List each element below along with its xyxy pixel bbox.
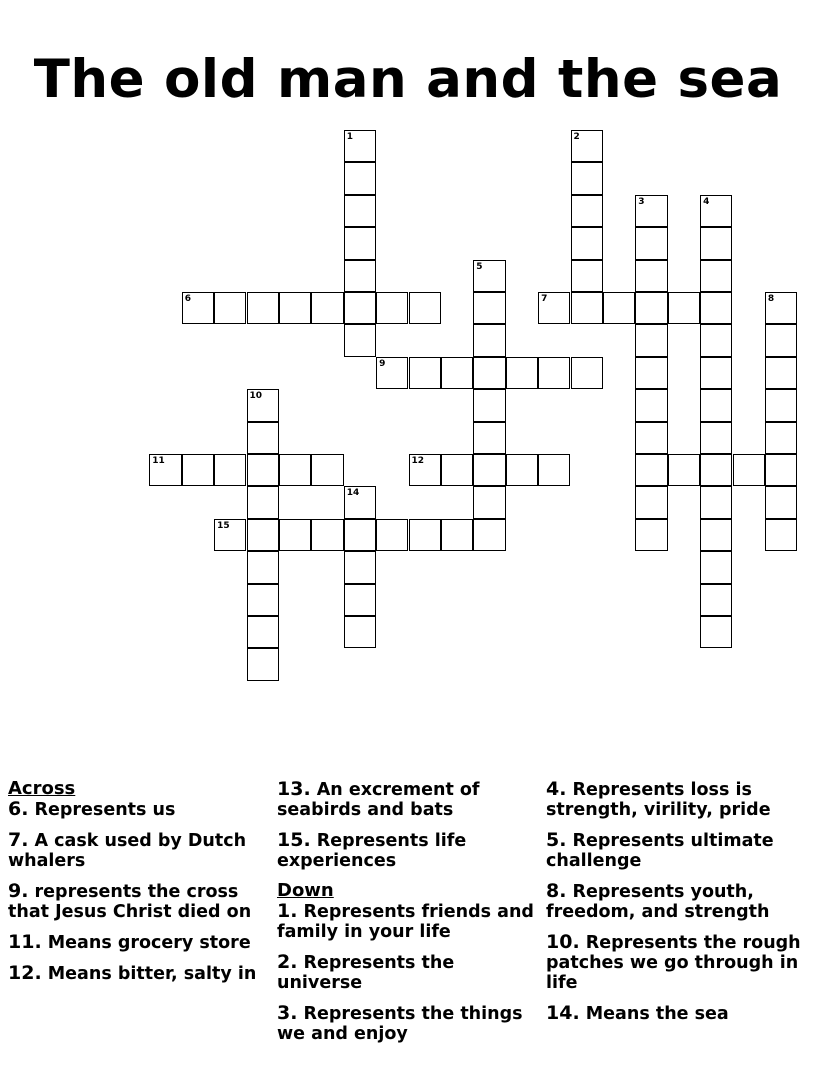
grid-cell[interactable] [571,292,603,324]
grid-cell[interactable] [765,519,797,551]
clue-number: 2 [573,132,580,142]
grid-cell[interactable] [344,551,376,583]
grid-cell[interactable] [473,324,505,356]
grid-cell[interactable] [214,292,246,324]
grid-cell[interactable] [344,162,376,194]
grid-cell[interactable] [409,454,441,486]
grid-cell[interactable] [506,454,538,486]
clue-number: 14 [346,488,360,499]
grid-cell[interactable] [603,292,635,324]
clues-column-3 [546,779,808,1034]
grid-cell[interactable] [376,519,408,551]
grid-cell[interactable] [409,357,441,389]
grid-cell[interactable] [279,292,311,324]
clue-number: 4 [703,196,710,207]
grid-cell[interactable] [700,324,732,356]
grid-cell[interactable] [668,292,700,324]
clues-column-1 [8,779,270,994]
grid-cell[interactable] [700,486,732,518]
clues-column-2 [277,779,539,1054]
grid-cell[interactable] [765,454,797,486]
grid-cell[interactable] [700,227,732,259]
puzzle-title: The old man and the sea [33,49,783,110]
grid-cell[interactable] [571,227,603,259]
grid-cell[interactable] [473,486,505,518]
clue-down-8: 8. Represents youth, freedom, and strength [546,880,770,922]
clue-number: 6 [184,294,191,304]
grid-cell[interactable] [538,292,570,324]
grid-cell[interactable] [571,357,603,389]
grid-cell[interactable] [571,130,603,162]
clue-down-10: 10. Represents the rough patches we go through in life [546,931,801,993]
clue-number: 10 [249,391,263,402]
grid-cell[interactable] [247,584,279,616]
grid-cell[interactable] [247,292,279,324]
grid-cell[interactable] [344,227,376,259]
across-heading: Across [8,778,76,799]
grid-cell[interactable] [700,454,732,486]
grid-cell[interactable] [279,519,311,551]
grid-cell[interactable] [473,357,505,389]
grid-cell[interactable] [441,454,473,486]
grid-cell[interactable] [344,616,376,648]
grid-cell[interactable] [635,260,667,292]
grid-cell[interactable] [441,519,473,551]
grid-cell[interactable] [700,519,732,551]
grid-cell[interactable] [214,454,246,486]
grid-cell[interactable] [344,130,376,162]
grid-cell[interactable] [635,422,667,454]
grid-cell[interactable] [765,486,797,518]
grid-cell[interactable] [311,454,343,486]
clue-number: 3 [638,196,645,207]
grid-cell[interactable] [733,454,765,486]
clue-down-4: 4. Represents loss is strength, virility, pride [546,778,771,820]
clue-across-15: 15. Represents life experiences [277,829,467,871]
grid-cell[interactable] [311,292,343,324]
clue-down-1: 1. Represents friends and family in your life [277,900,534,942]
grid-cell[interactable] [700,422,732,454]
grid-cell[interactable] [635,389,667,421]
grid-cell[interactable] [344,584,376,616]
grid-cell[interactable] [765,389,797,421]
grid-cell[interactable] [571,260,603,292]
grid-cell[interactable] [700,357,732,389]
grid-cell[interactable] [635,357,667,389]
grid-cell[interactable] [279,454,311,486]
grid-cell[interactable] [344,260,376,292]
grid-cell[interactable] [765,292,797,324]
grid-cell[interactable] [441,357,473,389]
grid-cell[interactable] [214,519,246,551]
down-heading: Down [277,880,334,901]
grid-cell[interactable] [700,260,732,292]
grid-cell[interactable] [344,292,376,324]
grid-cell[interactable] [473,260,505,292]
grid-cell[interactable] [538,454,570,486]
grid-cell[interactable] [344,519,376,551]
grid-cell[interactable] [182,292,214,324]
clue-across-13: 13. An excrement of seabirds and bats [277,778,480,820]
grid-cell[interactable] [571,195,603,227]
grid-cell[interactable] [344,324,376,356]
grid-cell[interactable] [344,195,376,227]
clue-across-9: 9. represents the cross that Jesus Christ died on [8,880,252,922]
grid-cell[interactable] [571,162,603,194]
grid-cell[interactable] [473,292,505,324]
grid-cell[interactable] [700,584,732,616]
clue-down-5: 5. Represents ultimate challenge [546,829,774,871]
grid-cell[interactable] [635,292,667,324]
grid-cell[interactable] [765,422,797,454]
grid-cell[interactable] [182,454,214,486]
grid-cell[interactable] [635,324,667,356]
clue-number: 9 [379,358,386,369]
grid-cell[interactable] [247,389,279,421]
grid-cell[interactable] [700,292,732,324]
grid-cell[interactable] [247,454,279,486]
grid-cell[interactable] [765,357,797,389]
clue-number: 7 [541,294,548,304]
grid-cell[interactable] [247,648,279,680]
clue-across-7: 7. A cask used by Dutch whalers [8,829,247,871]
grid-cell[interactable] [344,486,376,518]
grid-cell[interactable] [247,519,279,551]
clue-number: 15 [217,520,230,531]
grid-cell[interactable] [311,519,343,551]
grid-cell[interactable] [700,616,732,648]
grid-cell[interactable] [700,551,732,583]
grid-cell[interactable] [473,389,505,421]
grid-cell[interactable] [409,292,441,324]
grid-cell[interactable] [473,519,505,551]
grid-cell[interactable] [247,422,279,454]
grid-cell[interactable] [538,357,570,389]
grid-cell[interactable] [247,486,279,518]
grid-cell[interactable] [473,422,505,454]
grid-cell[interactable] [247,551,279,583]
grid-cell[interactable] [765,324,797,356]
clue-down-14: 14. Means the sea [546,1002,729,1024]
grid-cell[interactable] [635,486,667,518]
grid-cell[interactable] [376,292,408,324]
clue-across-11: 11. Means grocery store [8,931,251,953]
clue-number: 8 [767,294,775,304]
grid-cell[interactable] [635,454,667,486]
grid-cell[interactable] [635,195,667,227]
grid-cell[interactable] [473,454,505,486]
clue-number: 11 [152,456,165,466]
clue-down-3: 3. Represents the things we and enjoy [277,1002,523,1044]
grid-cell[interactable] [700,389,732,421]
grid-cell[interactable] [668,454,700,486]
grid-cell[interactable] [635,227,667,259]
clue-number: 5 [476,261,483,272]
clue-across-12: 12. Means bitter, salty in [8,962,257,984]
grid-cell[interactable] [506,357,538,389]
grid-cell[interactable] [149,454,181,486]
grid-cell[interactable] [409,519,441,551]
clue-across-6: 6. Represents us [8,798,176,820]
grid-cell[interactable] [635,519,667,551]
clue-down-2: 2. Represents the universe [277,951,455,993]
grid-cell[interactable] [247,616,279,648]
grid-cell[interactable] [700,195,732,227]
clue-number: 12 [411,456,425,466]
grid-cell[interactable] [376,357,408,389]
clue-number: 1 [346,132,353,142]
